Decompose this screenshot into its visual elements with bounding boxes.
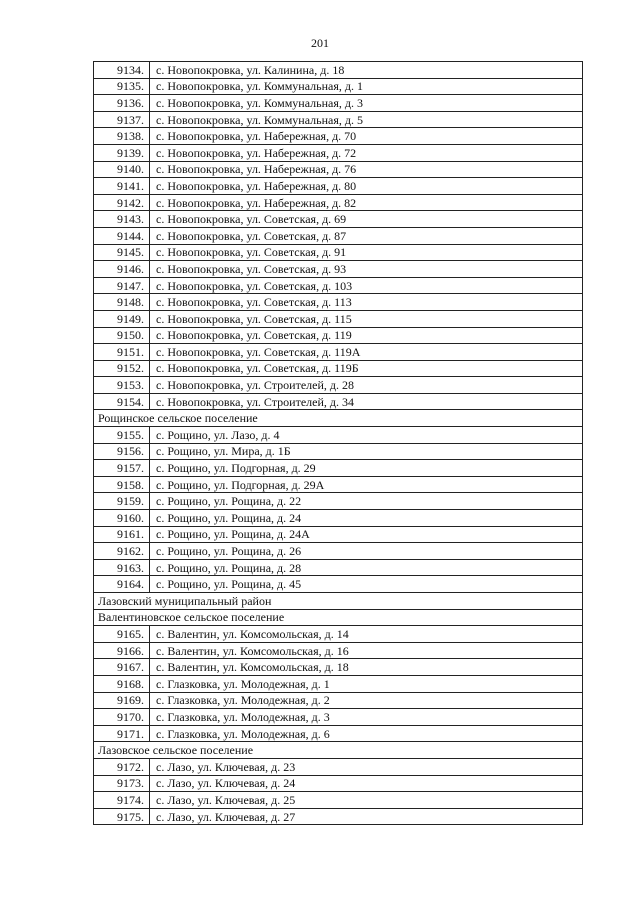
row-number: 9161. <box>94 526 150 543</box>
row-address: с. Новопокровка, ул. Коммунальная, д. 5 <box>150 111 583 128</box>
row-address: с. Новопокровка, ул. Советская, д. 119 <box>150 327 583 344</box>
table-row <box>94 427 583 444</box>
row-address: с. Новопокровка, ул. Советская, д. 91 <box>150 244 583 261</box>
row-number: 9156. <box>94 443 150 460</box>
table-row <box>94 244 583 261</box>
row-address: с. Новопокровка, ул. Набережная, д. 82 <box>150 194 583 211</box>
row-number: 9166. <box>94 642 150 659</box>
row-number: 9147. <box>94 277 150 294</box>
row-number: 9174. <box>94 792 150 809</box>
row-number: 9140. <box>94 161 150 178</box>
table-row <box>94 543 583 560</box>
table-row <box>94 559 583 576</box>
row-address: с. Новопокровка, ул. Набережная, д. 70 <box>150 128 583 145</box>
row-address: с. Валентин, ул. Комсомольская, д. 14 <box>150 626 583 643</box>
row-number: 9142. <box>94 194 150 211</box>
row-number: 9153. <box>94 377 150 394</box>
row-address: с. Новопокровка, ул. Набережная, д. 80 <box>150 178 583 195</box>
section-header-row <box>94 410 583 427</box>
row-address: с. Новопокровка, ул. Советская, д. 115 <box>150 310 583 327</box>
row-number: 9134. <box>94 62 150 79</box>
table-row <box>94 510 583 527</box>
row-number: 9171. <box>94 725 150 742</box>
address-table-container <box>93 61 583 825</box>
table-row <box>94 808 583 825</box>
table-row <box>94 576 583 593</box>
table-row <box>94 626 583 643</box>
row-number: 9137. <box>94 111 150 128</box>
section-title: Лазовское сельское поселение <box>94 742 583 759</box>
table-row <box>94 62 583 79</box>
section-header-row <box>94 742 583 759</box>
row-address: с. Новопокровка, ул. Советская, д. 119А <box>150 344 583 361</box>
section-title: Валентиновское сельское поселение <box>94 609 583 626</box>
section-header-row <box>94 609 583 626</box>
row-address: с. Рощино, ул. Рощина, д. 28 <box>150 559 583 576</box>
row-address: с. Новопокровка, ул. Набережная, д. 76 <box>150 161 583 178</box>
table-row <box>94 161 583 178</box>
row-address: с. Рощино, ул. Рощина, д. 22 <box>150 493 583 510</box>
row-number: 9139. <box>94 144 150 161</box>
row-number: 9157. <box>94 460 150 477</box>
row-address: с. Новопокровка, ул. Строителей, д. 34 <box>150 393 583 410</box>
row-number: 9159. <box>94 493 150 510</box>
table-row <box>94 211 583 228</box>
row-address: с. Новопокровка, ул. Калинина, д. 18 <box>150 62 583 79</box>
row-number: 9146. <box>94 261 150 278</box>
row-number: 9155. <box>94 427 150 444</box>
table-row <box>94 178 583 195</box>
row-address: с. Рощино, ул. Рощина, д. 24А <box>150 526 583 543</box>
section-title: Лазовский муниципальный район <box>94 593 583 610</box>
row-number: 9149. <box>94 310 150 327</box>
row-number: 9144. <box>94 227 150 244</box>
table-row <box>94 78 583 95</box>
table-row <box>94 725 583 742</box>
table-row <box>94 377 583 394</box>
table-row <box>94 476 583 493</box>
table-row <box>94 709 583 726</box>
row-address: с. Новопокровка, ул. Советская, д. 113 <box>150 294 583 311</box>
row-number: 9175. <box>94 808 150 825</box>
row-address: с. Новопокровка, ул. Советская, д. 69 <box>150 211 583 228</box>
row-number: 9152. <box>94 360 150 377</box>
row-number: 9145. <box>94 244 150 261</box>
page-number: 201 <box>311 36 329 50</box>
row-number: 9138. <box>94 128 150 145</box>
row-address: с. Рощино, ул. Рощина, д. 26 <box>150 543 583 560</box>
row-address: с. Новопокровка, ул. Строителей, д. 28 <box>150 377 583 394</box>
table-row <box>94 493 583 510</box>
row-address: с. Новопокровка, ул. Советская, д. 93 <box>150 261 583 278</box>
row-number: 9150. <box>94 327 150 344</box>
row-address: с. Глазковка, ул. Молодежная, д. 3 <box>150 709 583 726</box>
row-address: с. Новопокровка, ул. Советская, д. 103 <box>150 277 583 294</box>
row-address: с. Новопокровка, ул. Набережная, д. 72 <box>150 144 583 161</box>
table-row <box>94 360 583 377</box>
row-address: с. Рощино, ул. Лазо, д. 4 <box>150 427 583 444</box>
row-address: с. Рощино, ул. Рощина, д. 24 <box>150 510 583 527</box>
table-row <box>94 775 583 792</box>
row-number: 9158. <box>94 476 150 493</box>
row-number: 9135. <box>94 78 150 95</box>
row-number: 9154. <box>94 393 150 410</box>
table-row <box>94 792 583 809</box>
table-row <box>94 443 583 460</box>
address-table-body <box>94 62 583 825</box>
row-number: 9148. <box>94 294 150 311</box>
table-row <box>94 526 583 543</box>
row-address: с. Лазо, ул. Ключевая, д. 24 <box>150 775 583 792</box>
table-row <box>94 675 583 692</box>
row-address: с. Валентин, ул. Комсомольская, д. 16 <box>150 642 583 659</box>
row-number: 9151. <box>94 344 150 361</box>
table-row <box>94 393 583 410</box>
row-number: 9143. <box>94 211 150 228</box>
row-address: с. Глазковка, ул. Молодежная, д. 6 <box>150 725 583 742</box>
table-row <box>94 692 583 709</box>
row-number: 9167. <box>94 659 150 676</box>
row-address: с. Лазо, ул. Ключевая, д. 25 <box>150 792 583 809</box>
row-number: 9172. <box>94 758 150 775</box>
row-address: с. Новопокровка, ул. Коммунальная, д. 3 <box>150 95 583 112</box>
row-address: с. Валентин, ул. Комсомольская, д. 18 <box>150 659 583 676</box>
section-header-row <box>94 593 583 610</box>
row-address: с. Новопокровка, ул. Коммунальная, д. 1 <box>150 78 583 95</box>
table-row <box>94 128 583 145</box>
row-number: 9163. <box>94 559 150 576</box>
row-number: 9160. <box>94 510 150 527</box>
table-row <box>94 227 583 244</box>
row-number: 9141. <box>94 178 150 195</box>
row-address: с. Глазковка, ул. Молодежная, д. 2 <box>150 692 583 709</box>
table-row <box>94 327 583 344</box>
row-number: 9165. <box>94 626 150 643</box>
table-row <box>94 144 583 161</box>
address-table <box>93 61 583 825</box>
table-row <box>94 95 583 112</box>
table-row <box>94 111 583 128</box>
row-number: 9168. <box>94 675 150 692</box>
row-address: с. Рощино, ул. Подгорная, д. 29А <box>150 476 583 493</box>
table-row <box>94 277 583 294</box>
table-row <box>94 460 583 477</box>
row-address: с. Рощино, ул. Мира, д. 1Б <box>150 443 583 460</box>
table-row <box>94 294 583 311</box>
row-address: с. Глазковка, ул. Молодежная, д. 1 <box>150 675 583 692</box>
row-address: с. Лазо, ул. Ключевая, д. 27 <box>150 808 583 825</box>
table-row <box>94 642 583 659</box>
row-number: 9164. <box>94 576 150 593</box>
row-address: с. Рощино, ул. Подгорная, д. 29 <box>150 460 583 477</box>
row-address: с. Новопокровка, ул. Советская, д. 119Б <box>150 360 583 377</box>
row-address: с. Лазо, ул. Ключевая, д. 23 <box>150 758 583 775</box>
section-title: Рощинское сельское поселение <box>94 410 583 427</box>
table-row <box>94 194 583 211</box>
row-number: 9170. <box>94 709 150 726</box>
row-number: 9136. <box>94 95 150 112</box>
row-number: 9173. <box>94 775 150 792</box>
table-row <box>94 758 583 775</box>
table-row <box>94 310 583 327</box>
row-number: 9162. <box>94 543 150 560</box>
row-address: с. Рощино, ул. Рощина, д. 45 <box>150 576 583 593</box>
table-row <box>94 344 583 361</box>
row-address: с. Новопокровка, ул. Советская, д. 87 <box>150 227 583 244</box>
row-number: 9169. <box>94 692 150 709</box>
table-row <box>94 261 583 278</box>
table-row <box>94 659 583 676</box>
